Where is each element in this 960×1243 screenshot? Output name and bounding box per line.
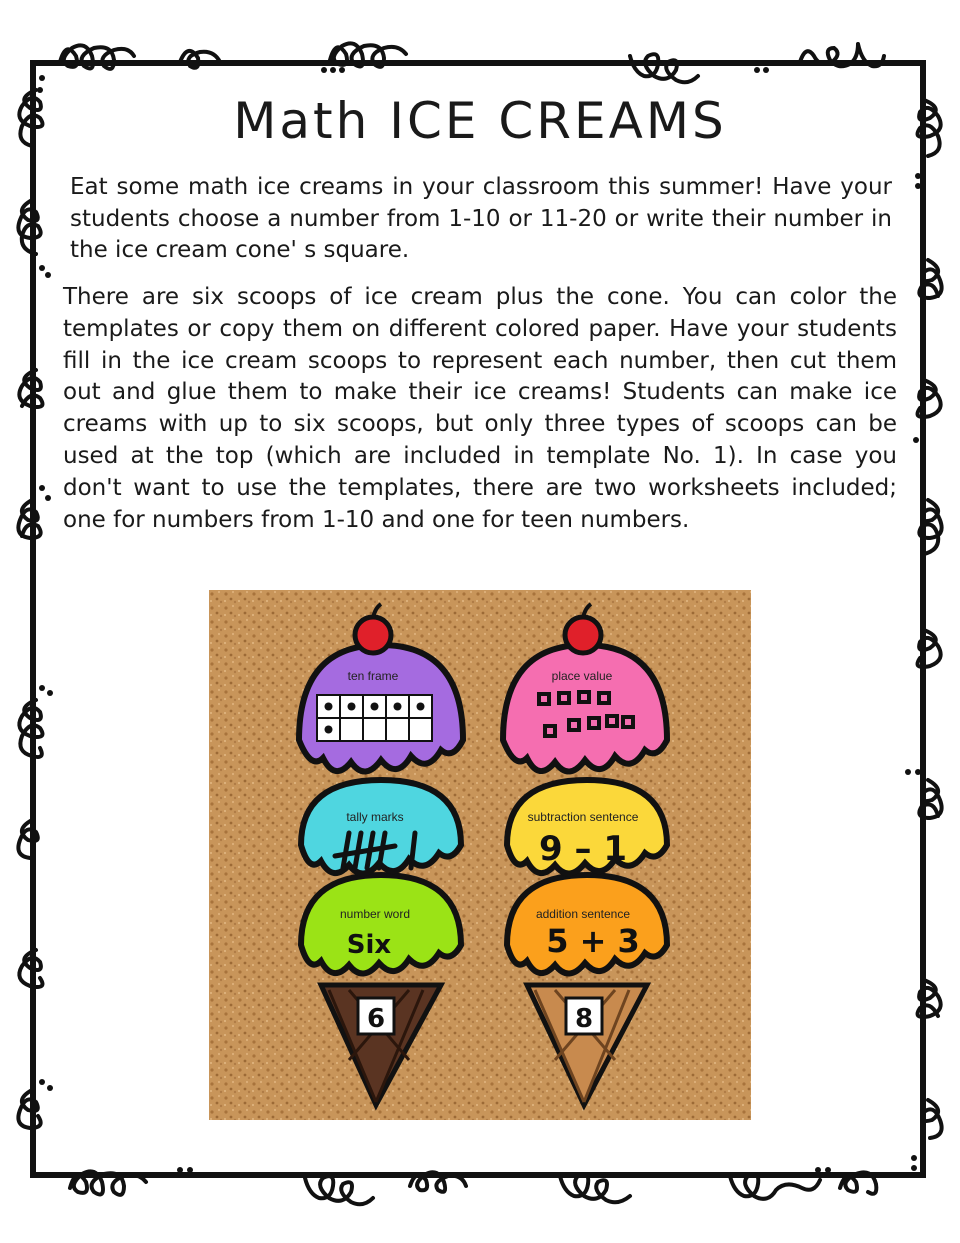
left-cone-number: 6 — [366, 1004, 386, 1034]
right-scoop-top — [503, 645, 667, 772]
left-cherry — [355, 617, 391, 653]
intro-paragraph: Eat some math ice creams in your classroom this summer! Have your students choose a number from 1-10 or 11-20 or write their number in the ice cream cone' s square. — [70, 174, 892, 263]
ice-cream-photo — [209, 590, 751, 1120]
instructions-paragraph: There are six scoops of ice cream plus the cone. You can color the templates or copy them on different colored paper. Have your students fill in the ice cream scoops to represent each number, then cut them out and glue them to make their ice creams! Students can make ice creams with up to six scoops, but only three types of scoops can be used at the top (which are included in template No. 1). In case you don't want to use the templates, there are two worksheets included; one for numbers from 1-10 and one for teen numbers. — [63, 284, 897, 533]
corkboard — [209, 590, 751, 1120]
right-cherry — [565, 617, 601, 653]
page-title: Math ICE CREAMS — [233, 92, 727, 150]
right-mid-label: subtraction sentence — [527, 810, 639, 824]
right-top-label: place value — [551, 669, 613, 683]
right-low-label: addition sentence — [535, 907, 631, 921]
left-low-label: number word — [339, 907, 411, 921]
subtraction-sentence: 9 – 1 — [539, 829, 627, 869]
right-cone-number: 8 — [574, 1004, 594, 1034]
number-word: Six — [346, 930, 392, 960]
addition-sentence: 5 + 3 — [546, 922, 640, 960]
left-top-label: ten frame — [347, 669, 399, 683]
ten-frame — [317, 695, 432, 741]
left-mid-label: tally marks — [346, 810, 404, 824]
